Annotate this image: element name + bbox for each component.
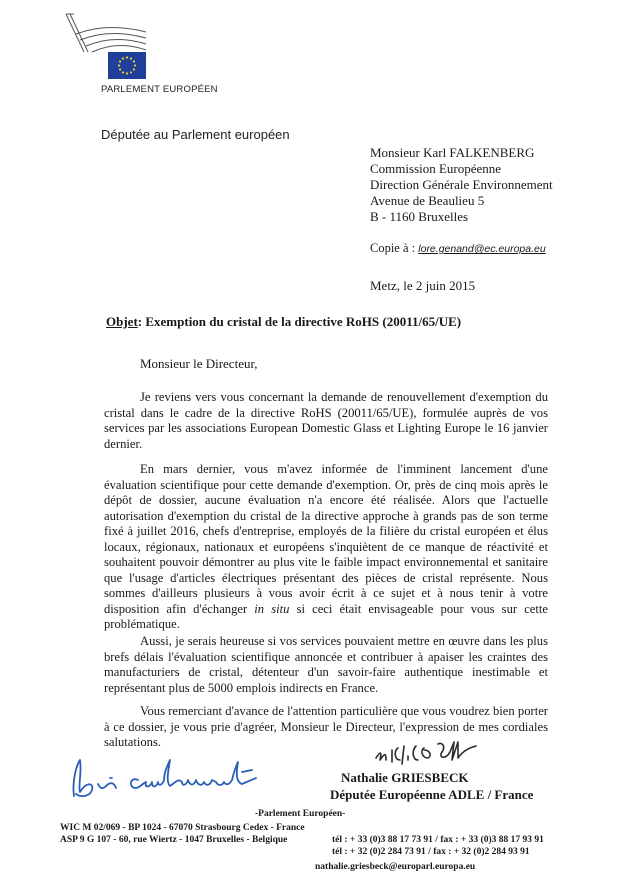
parliament-logo-lines-icon xyxy=(62,12,152,56)
flag-star-icon xyxy=(133,60,135,62)
flag-star-icon xyxy=(126,56,128,58)
recipient-line: Commission Européenne xyxy=(370,161,502,176)
body-paragraph-2 xyxy=(104,462,548,633)
handwritten-note-icon xyxy=(66,752,286,802)
signature-icon xyxy=(372,738,492,774)
copy-email-link[interactable]: lore.genand@ec.europa.eu xyxy=(418,243,546,255)
flag-star-icon xyxy=(119,68,121,70)
recipient-line: Avenue de Beaulieu 5 xyxy=(370,193,485,208)
copy-line xyxy=(370,241,546,256)
copy-label: Copie à : xyxy=(370,241,416,255)
deputy-title: Députée au Parlement européen xyxy=(101,127,290,142)
institution-name: PARLEMENT EUROPÉEN xyxy=(101,84,218,95)
footer-title: -Parlement Européen- xyxy=(255,809,346,819)
signatory-name: Nathalie GRIESBECK xyxy=(341,770,469,785)
subject-text: : Exemption du cristal de la directive RoHS (20011/65/UE) xyxy=(137,314,462,329)
footer-address-line: ASP 9 G 107 - 60, rue Wiertz - 1047 Bruxelles - Belgique xyxy=(60,835,288,845)
footer-address-line: WIC M 02/069 - BP 1024 - 67070 Strasbourg Cedex - France xyxy=(60,823,305,833)
flag-star-icon xyxy=(122,57,124,59)
eu-flag-icon xyxy=(108,52,146,79)
letter-date: Metz, le 2 juin 2015 xyxy=(370,278,476,293)
recipient-address xyxy=(370,145,610,225)
flag-star-icon xyxy=(126,72,128,74)
flag-star-icon xyxy=(118,64,120,66)
footer-phone-line: tél : + 32 (0)2 284 73 91 / fax : + 32 (0)2 284 93 91 xyxy=(332,847,530,857)
flag-star-icon xyxy=(134,64,136,66)
recipient-line: Monsieur Karl FALKENBERG xyxy=(370,145,535,160)
paragraph-text: si ceci était envisageable pour vous sur cette problématique. xyxy=(104,601,548,631)
recipient-line: B - 1160 Bruxelles xyxy=(370,209,469,224)
footer-phone-line: tél : + 33 (0)3 88 17 73 91 / fax : + 33 (0)3 88 17 93 91 xyxy=(332,835,544,845)
recipient-line: Direction Générale Environnement xyxy=(370,177,553,192)
flag-star-icon xyxy=(130,71,132,73)
subject-label: Objet xyxy=(106,314,138,329)
footer-addresses xyxy=(60,822,305,846)
flag-star-icon xyxy=(119,60,121,62)
flag-star-icon xyxy=(130,57,132,59)
footer-email-link[interactable]: nathalie.griesbeck@europarl.europa.eu xyxy=(315,862,476,872)
flag-star-icon xyxy=(122,71,124,73)
footer-phones xyxy=(332,834,544,858)
paragraph-text: En mars dernier, vous m'avez informée de l'imminent lancement d'une évaluation scientifique pour cette demande d'exemption. Or, près de cinq mois après le dépôt de dossier, aucune évaluation n'a encore été réalisée. Alors que l'actuelle autorisation d'exemption du cristal de la directive approche à grands pas de son terme fixé à juillet 2016, chefs d'entreprise, employés de la filière du cristal européen et élus locaux, régionaux, nationaux et européens s'inquiètent de ce manque de réactivité et souhaitent pouvoir démontrer au plus vite le faible impact environnemental et sanitaire que l'usage d'articles électriques présentant des pièces de cristal représente. Nous sommes d'ailleurs plusieurs à vous avoir écrit à ce sujet et à nous tenir à votre disposition afin d'échanger xyxy=(104,462,548,616)
salutation: Monsieur le Directeur, xyxy=(140,356,258,371)
paragraph-italic: in situ xyxy=(254,601,290,616)
flag-star-icon xyxy=(133,68,135,70)
body-paragraph-3: Aussi, je serais heureuse si vos services pouvaient mettre en œuvre dans les plus brefs délais l'évaluation scientifique annoncée et contribuer à apaiser les craintes des manufacturiers de cristal, détenteur d'un savoir-faire authentique inestimable et représentant plus de 5000 emplois indirects en France. xyxy=(104,634,548,695)
body-paragraph-1: Je reviens vers vous concernant la demande de renouvellement d'exemption du cristal dans le cadre de la directive RoHS (20011/65/UE), formulée auprès de vos services par les associations European Domestic Glass et Lighting Europe le 16 janvier dernier. xyxy=(104,390,548,451)
body-paragraph-4: Vous remerciant d'avance de l'attention particulière que vous voudrez bien porter à ce dossier, je vous prie d'agréer, Monsieur le Directeur, l'expression de mes cordiales salutations. xyxy=(104,704,548,749)
subject-line xyxy=(106,314,461,330)
signatory-role: Députée Européenne ADLE / France xyxy=(330,787,534,802)
